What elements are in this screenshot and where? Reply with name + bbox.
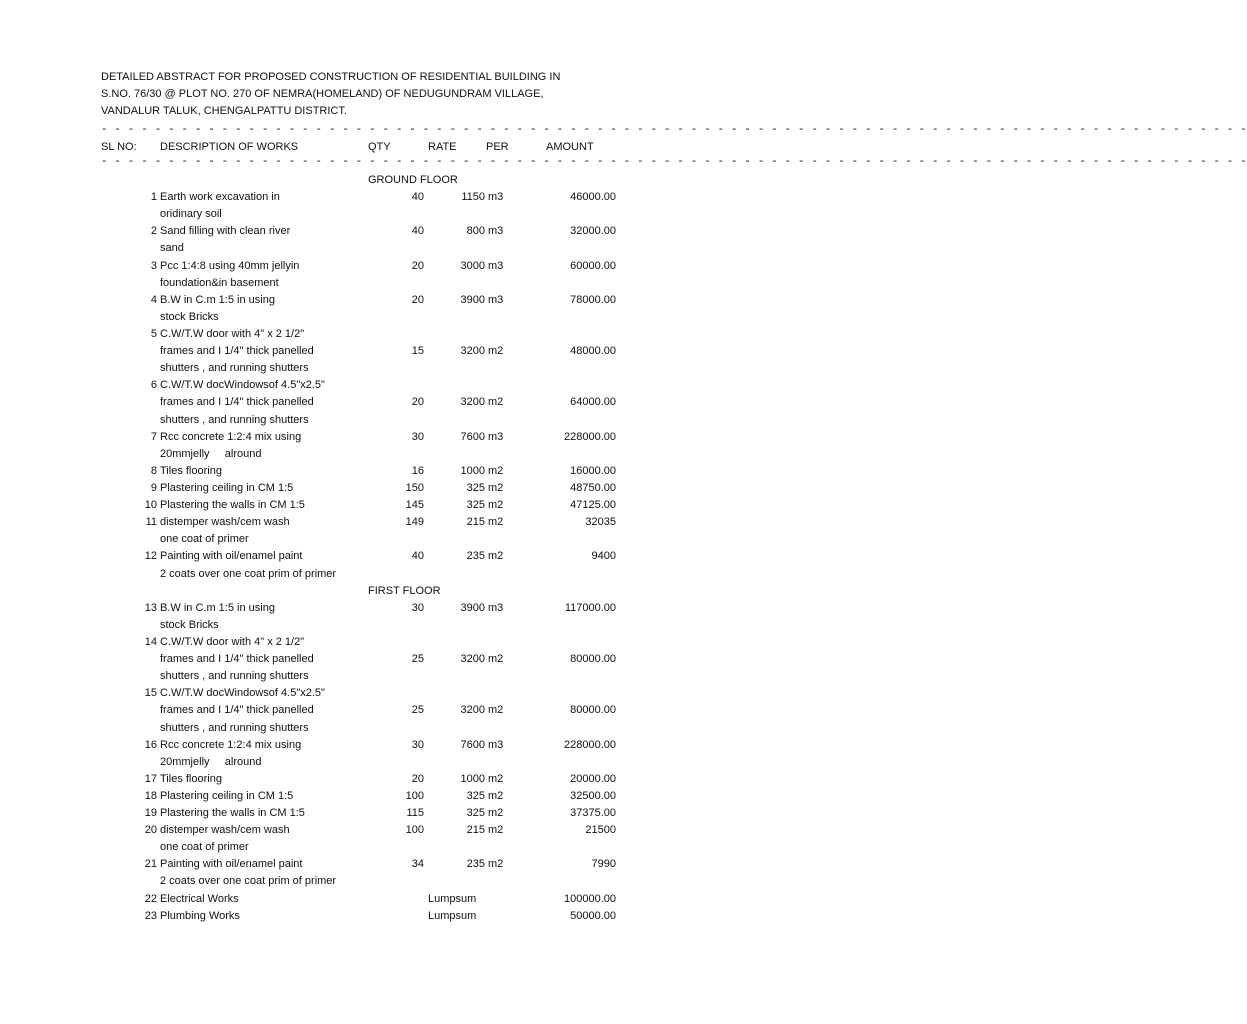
qty-cell: 34 [411,858,424,871]
per-cell: m3 [488,430,504,443]
table-row-continuation [0,343,768,360]
amount-cell: 80000.00 [570,704,616,717]
description-cell: Painting with oil/enamel paint [160,550,303,563]
amount-cell: 78000.00 [570,293,616,306]
rate-cell: 7600 [460,430,485,443]
qty-cell: 15 [411,345,424,358]
qty-cell: 25 [411,704,424,717]
table-row-continuation [0,360,768,377]
amount-cell: 20000.00 [570,772,616,785]
section-heading-row [0,583,768,600]
rate-cell: 325 [466,807,485,820]
per-cell: m2 [488,704,504,717]
sl-no-cell: 5 [150,327,157,340]
description-cell: 20mmjelly alround [160,447,262,460]
title-line: DETAILED ABSTRACT FOR PROPOSED CONSTRUCTION OF RESIDENTIAL BUILDING IN [101,71,561,83]
qty-cell: 115 [406,807,424,820]
description-cell: Tiles flooring [160,464,222,477]
section-heading: GROUND FLOOR [368,174,458,186]
amount-cell: 228000.00 [564,430,616,443]
description-cell: B.W in C.m 1:5 in using [160,293,275,306]
table-row-continuation [0,206,768,223]
rate-cell: 215 [466,516,485,529]
table-row-continuation [0,873,768,890]
rate-cell: 7600 [460,738,485,751]
table-row-continuation [0,566,768,583]
description-cell: shutters , and running shutters [160,362,309,375]
description-cell: Plastering ceiling in CM 1:5 [160,481,294,494]
description-cell: stock Bricks [160,618,219,631]
qty-cell: 149 [405,516,424,529]
description-cell: 2 coats over one coat prim of primer [160,567,337,580]
description-cell: shutters , and running shutters [160,721,309,734]
table-row-continuation [0,720,768,737]
per-cell: m3 [488,259,504,272]
sl-no-cell: 12 [144,550,157,563]
description-cell: one coat of primer [160,841,249,854]
title-line: S.NO. 76/30 @ PLOT NO. 270 OF NEMRA(HOMELAND) OF NEDUGUNDRAM VILLAGE, [101,88,544,101]
per-cell: m3 [488,225,504,238]
sl-no-cell: 7 [150,430,157,443]
amount-cell: 21500 [585,824,616,837]
rate-cell: 1000 [460,772,485,785]
description-cell: sand [160,242,184,255]
description-cell: frames and I 1/4" thick panelled [160,396,314,409]
amount-cell: 100000.00 [564,892,616,905]
qty-cell: 30 [411,601,424,614]
table-row-continuation [0,531,768,548]
per-cell: m2 [488,824,504,837]
per-cell: m2 [488,653,504,666]
sl-no-cell: 22 [144,892,157,905]
section-heading-row [0,172,768,189]
table-row [0,737,768,754]
sl-no-cell: 14 [144,635,157,648]
amount-cell: 46000.00 [570,191,616,204]
rate-cell: 1000 [460,464,485,477]
qty-cell: 20 [411,772,424,785]
table-row [0,189,768,206]
amount-cell: 37375.00 [570,807,616,820]
description-cell: Pcc 1:4:8 using 40mm jellyin [160,259,300,272]
amount-cell: 9400 [591,550,616,563]
qty-cell: 20 [411,396,424,409]
description-cell: foundation&in basement [160,276,279,289]
description-cell: Plastering the walls in CM 1:5 [160,807,305,820]
table-row [0,822,768,839]
header-divider: - - - - - - - - - - - - - - - - - - - - - - - - - - - - - - - - - - - - - - - - - - - - - - - - - - - - - - - - - - - - - - - - - - - - - - - - - - - - - - - - - - - - - - [101,156,1247,168]
sl-no-cell: 23 [144,909,157,922]
amount-cell: 32000.00 [570,225,616,238]
description-cell: Electrical Works [160,892,239,905]
table-row [0,514,768,531]
table-row [0,771,768,788]
per-cell: m2 [488,550,504,563]
section-heading: FIRST FLOOR [368,584,441,597]
qty-cell: 20 [411,259,424,272]
description-cell: frames and I 1/4" thick panelled [160,704,314,717]
description-cell: Plumbing Works [160,909,240,922]
amount-cell: 7990 [591,858,616,871]
header-rate: RATE [428,141,457,153]
description-cell: 20mmjelly alround [160,755,262,768]
table-row-continuation [0,446,768,463]
description-cell: one coat of primer [160,533,249,546]
description-cell: C.W/T.W docWindowsof 4.5"x2.5" [160,687,325,700]
header-description: DESCRIPTION OF WORKS [160,141,299,153]
rate-cell: 3200 [460,396,485,409]
table-row-continuation [0,240,768,257]
qty-cell: 40 [411,191,424,204]
amount-cell: 117000.00 [564,601,616,614]
qty-cell: 40 [411,550,424,563]
per-cell: m2 [488,772,504,785]
description-cell: Tiles flooring [160,772,222,785]
per-cell: m2 [488,481,504,494]
table-row [0,497,768,514]
sl-no-cell: 4 [150,293,157,306]
amount-cell: 60000.00 [570,259,616,272]
table-row-continuation [0,754,768,771]
table-row [0,292,768,309]
description-cell: frames and I 1/4" thick panelled [160,345,314,358]
amount-cell: 48000.00 [570,345,616,358]
lumpsum-cell: Lumpsum [428,909,477,922]
per-cell: m3 [488,601,504,614]
sl-no-cell: 20 [144,824,157,837]
table-row [0,429,768,446]
qty-cell: 25 [411,653,424,666]
description-cell: frames and I 1/4" thick panelled [160,653,314,666]
amount-cell: 64000.00 [570,396,616,409]
amount-cell: 50000.00 [570,909,616,922]
qty-cell: 100 [405,824,424,837]
rate-cell: 325 [466,481,485,494]
per-cell: m2 [488,858,504,871]
header-sl-no: SL NO: [101,141,137,153]
per-cell: m2 [488,345,504,358]
description-cell: Plastering the walls in CM 1:5 [160,499,305,512]
description-cell: B.W in C.m 1:5 in using [160,601,275,614]
sl-no-cell: 19 [144,807,157,820]
per-cell: m2 [488,499,504,512]
per-cell: m3 [488,191,504,204]
table-row-continuation [0,839,768,856]
qty-cell: 30 [411,430,424,443]
sl-no-cell: 6 [150,379,157,392]
table-row-continuation [0,394,768,411]
description-cell: C.W/T.W door with 4" x 2 1/2" [160,635,305,648]
description-cell: distemper wash/cem wash [160,824,290,837]
description-cell: Earth work excavation in [160,191,280,204]
table-row-continuation [0,651,768,668]
sl-no-cell: 13 [144,601,157,614]
per-cell: m3 [488,293,504,306]
description-cell: C.W/T.W door with 4" x 2 1/2" [160,327,305,340]
amount-cell: 16000.00 [570,464,616,477]
table-row [0,805,768,822]
description-cell: Painting with oil/enamel paint [160,858,303,871]
sl-no-cell: 3 [150,259,157,272]
table-row-continuation [0,702,768,719]
sl-no-cell: 21 [144,858,157,871]
amount-cell: 80000.00 [570,653,616,666]
table-row-continuation [0,412,768,429]
sl-no-cell: 8 [150,464,157,477]
sl-no-cell: 18 [144,789,157,802]
table-row-continuation [0,617,768,634]
qty-cell: 100 [405,789,424,802]
header-qty: QTY [368,141,391,153]
description-cell: shutters , and running shutters [160,413,309,426]
table-row [0,480,768,497]
per-cell: m3 [488,738,504,751]
description-cell: Plastering ceiling in CM 1:5 [160,789,294,802]
per-cell: m2 [488,396,504,409]
header-per: PER [486,141,509,153]
rate-cell: 215 [466,824,485,837]
rate-cell: 3200 [460,345,485,358]
description-cell: Sand filling with clean river [160,225,291,238]
document-title [101,69,601,121]
qty-cell: 150 [405,481,424,494]
qty-cell: 40 [411,225,424,238]
amount-cell: 47125.00 [570,499,616,512]
description-cell: shutters , and running shutters [160,670,309,683]
sl-no-cell: 2 [150,225,157,238]
description-cell: distemper wash/cem wash [160,516,290,529]
description-cell: C.W/T.W docWindowsof 4.5"x2.5" [160,379,325,392]
table-row [0,634,768,651]
table-row [0,326,768,343]
sl-no-cell: 9 [150,481,157,494]
amount-cell: 228000.00 [564,738,616,751]
description-cell: oridinary soil [160,208,222,221]
table-row [0,788,768,805]
per-cell: m2 [488,789,504,802]
amount-cell: 32035 [585,516,616,529]
sl-no-cell: 17 [144,772,157,785]
title-line: VANDALUR TALUK, CHENGALPATTU DISTRICT. [101,105,347,118]
amount-cell: 48750.00 [570,481,616,494]
table-row [0,908,768,925]
rate-cell: 3200 [460,704,485,717]
table-row-continuation [0,668,768,685]
sl-no-cell: 16 [144,738,157,751]
qty-cell: 16 [411,464,424,477]
table-row [0,258,768,275]
table-row [0,463,768,480]
sl-no-cell: 10 [144,499,157,512]
table-row [0,891,768,908]
description-cell: 2 coats over one coat prim of primer [160,875,337,888]
per-cell: m2 [488,807,504,820]
sl-no-cell: 15 [144,687,157,700]
table-row [0,685,768,702]
header-amount: AMOUNT [546,141,594,153]
rate-cell: 1150 [461,191,485,204]
rate-cell: 235 [466,550,485,563]
per-cell: m2 [488,464,504,477]
works-table [0,172,768,925]
table-row-continuation [0,309,768,326]
description-cell: Rcc concrete 1:2:4 mix using [160,430,302,443]
rate-cell: 800 [466,225,485,238]
sl-no-cell: 11 [145,516,157,529]
qty-cell: 145 [405,499,424,512]
table-row [0,377,768,394]
rate-cell: 3200 [460,653,485,666]
top-divider: - - - - - - - - - - - - - - - - - - - - - - - - - - - - - - - - - - - - - - - - - - - - - - - - - - - - - - - - - - - - - - - - - - - - - - - - - - - - - - - - - - - - - - [101,124,1247,136]
description-cell: stock Bricks [160,310,219,323]
table-row [0,856,768,873]
table-row-continuation [0,275,768,292]
rate-cell: 325 [466,789,485,802]
qty-cell: 30 [411,738,424,751]
qty-cell: 20 [411,293,424,306]
table-row [0,600,768,617]
rate-cell: 3000 [460,259,485,272]
rate-cell: 325 [466,499,485,512]
rate-cell: 235 [466,858,485,871]
per-cell: m2 [488,516,504,529]
sl-no-cell: 1 [150,191,157,204]
description-cell: Rcc concrete 1:2:4 mix using [160,738,302,751]
table-row [0,548,768,565]
amount-cell: 32500.00 [570,789,616,802]
table-row [0,223,768,240]
lumpsum-cell: Lumpsum [428,892,477,905]
rate-cell: 3900 [460,601,485,614]
rate-cell: 3900 [460,293,485,306]
